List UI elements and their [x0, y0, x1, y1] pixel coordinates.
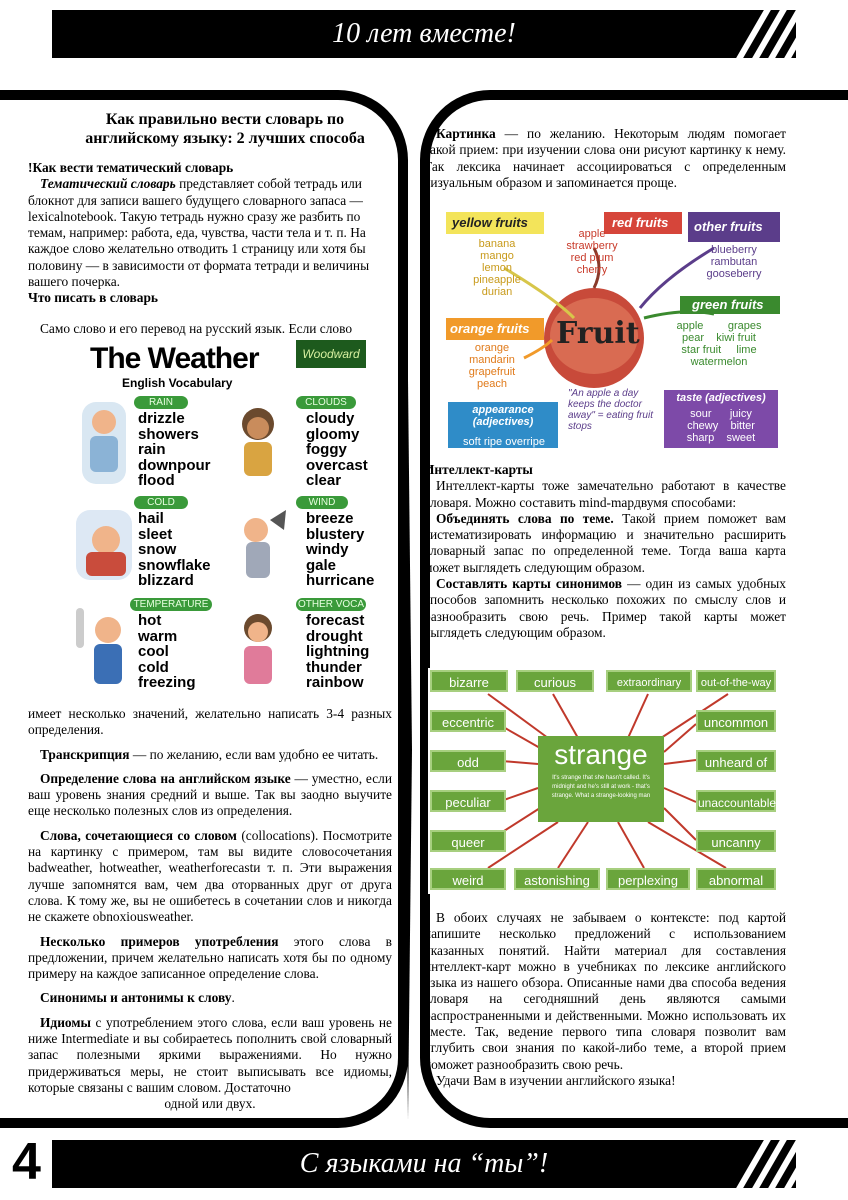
- synonym-unheard-of: unheard of: [696, 750, 776, 772]
- fruit-mind-map: [444, 208, 784, 452]
- thematic-text: представляет собой тетрадь или блокнот для записи вашего будущего словарного запаса — lexicalnotebook. Такую тетрадь нужно сразу же разбить по темам, например: работа, еда, чувства, части тела и т. п. На каждое слово желательно отводить 1 страницу или хотя бы половину — в зависимости от формата тетради и величины вашего почерка.: [28, 176, 370, 290]
- left-intro-block: [28, 160, 392, 337]
- weather-words-cold: hail sleet snow snowflake blizzard: [138, 510, 211, 589]
- footer-title: С языками на “ты”!: [299, 1148, 549, 1179]
- synonym-unaccountable: unaccountable: [696, 790, 776, 812]
- synonym-peculiar: peculiar: [430, 790, 506, 812]
- synonym-curious: curious: [516, 670, 594, 692]
- weather-words-other: forecast drought lightning thunder rainbow: [306, 612, 370, 691]
- synonym-mind-map: [428, 668, 776, 894]
- heading-thematic: !Как вести тематический словарь: [28, 160, 234, 175]
- woodward-logo: [296, 340, 366, 368]
- other-weather-cartoon-icon: [226, 602, 290, 692]
- weather-label-wind: WIND: [296, 496, 348, 509]
- synonym-center-examples: It's strange that she hasn't called. It's midnight and he's still at work - that's strange. What a strange-looking man: [551, 775, 651, 799]
- conclusion-text: В обоих случаях не забываем о контексте: под картой напишите несколько предложений с использованием указанных понятий. Найти материал для составления интеллект-карт можно в учебниках по лексике английского языка из нашего обзора. Описанные нами два способа ведения словаря на сегодняшний день являются самыми распространенными и действенными. Можно использовать их вместе. Так, ведение первого типа словаря позволит вам углубить свои знания по какой-либо теме, а второй прием поможет разнообразить свою речь.: [424, 910, 786, 1072]
- heading-mind-maps: Интеллект-карты: [424, 462, 533, 477]
- column-divider: [403, 380, 413, 1120]
- rain-cartoon-icon: [72, 398, 136, 488]
- picture-text: — по желанию. Некоторым людям помогает такой прием: при изучении слова они рисуют картинку к нему. Так лексика начинает ассоциироваться с определенным визуальным образом и запоминается проще.: [424, 126, 786, 190]
- fruit-items-yellow: banana mango lemon pineapple durian: [473, 238, 521, 298]
- synonym-maps-text: — один из самых удобных способов запомнить несколько похожих по смыслу слов и разнообразить свою речь. Пример такой карты может выглядеть следующим образом.: [424, 576, 786, 640]
- topic-text: Такой прием поможет вам систематизировать информацию и значительно расширить словарный запас по определенной теме. Тогда ваша карта может выглядеть следующим образом.: [424, 510, 786, 575]
- wind-cartoon-icon: [226, 500, 290, 590]
- synonym-uncanny: uncanny: [696, 830, 776, 852]
- article-title-line1: Как правильно вести словарь по: [105, 111, 345, 128]
- synonym-weird: weird: [430, 868, 506, 890]
- fruit-group-yellow: yellow fruits: [452, 215, 528, 230]
- collocations-text: (collocations). Посмотрите на картинку с примером, там вы видите словосочетания badweather, hotweather, weatherforecastи т. п. Эти выражения лучше запомнятся вам, чем два оторванных друг от друга слова. К тому же, вы не ошибетесь в сочетании слов и никогда не скажете obnoxiousweather.: [28, 827, 392, 925]
- conclusion-block: [424, 910, 786, 1089]
- heading-what-to-write: Что писать в словарь: [28, 290, 159, 306]
- examples-text: этого слова в предложении, причем желательно написать хотя бы по одному примеру на каждое записанное определение слова.: [28, 933, 392, 982]
- weather-label-rain: RAIN: [134, 396, 188, 409]
- good-luck-text: Удачи Вам в изучении английского языка!: [436, 1072, 676, 1088]
- cold-cartoon-icon: [72, 500, 136, 590]
- fruit-center: Fruit: [556, 316, 640, 351]
- left-list-block: [28, 706, 392, 1113]
- header-bar: [52, 10, 796, 58]
- transcription-text: — по желанию, если вам удобно ее читать.: [129, 746, 379, 762]
- picture-lead: Картинка: [436, 126, 496, 141]
- synonym-odd: odd: [430, 750, 506, 772]
- clouds-cartoon-icon: [226, 398, 290, 488]
- synonym-bizarre: bizarre: [430, 670, 508, 692]
- idioms-end: одной или двух.: [164, 1096, 256, 1112]
- fruit-items-appearance: soft ripe overripe: [463, 436, 545, 448]
- mind-maps-intro: Интеллект-карты тоже замечательно работают в качестве словаря. Можно составить mind-mapдвумя способами:: [424, 478, 786, 510]
- idioms-text: с употреблением этого слова, если ваш уровень не ниже Intermediate и вы собираетесь пополнить свой словарный запас полезными яркими выражениями. Но нужно придерживаться меры, не стоит выписывать все идиомы, которые связаны с вашим словом. Достаточно: [28, 1014, 392, 1095]
- definition-lead: Определение слова на английском языке: [40, 770, 291, 786]
- woodward-logo-text: Woodward: [302, 347, 360, 361]
- synonym-eccentric: eccentric: [430, 710, 506, 732]
- synonym-astonishing: astonishing: [514, 868, 600, 890]
- fruit-group-orange: orange fruits: [450, 321, 530, 336]
- picture-paragraph: [424, 126, 786, 191]
- synonym-out-of-the-way: out-of-the-way: [696, 670, 776, 692]
- definition-text: — уместно, если ваш уровень знания средний и выше. Так вы заодно выучите еще несколько полезных слов из определения.: [28, 770, 392, 819]
- synonyms-text: .: [231, 990, 235, 1006]
- synonym-abnormal: abnormal: [696, 868, 776, 890]
- article-title: [60, 110, 390, 148]
- idioms-lead: Идиомы: [40, 1014, 91, 1030]
- page-number: 4: [12, 1133, 41, 1191]
- synonym-perplexing: perplexing: [606, 868, 690, 890]
- footer-bar: [52, 1140, 796, 1188]
- transcription-lead: Транскрипция: [40, 746, 130, 762]
- mind-map-section: [424, 462, 786, 641]
- temperature-cartoon-icon: [72, 602, 136, 692]
- collocations-lead: Слова, сочетающиеся со словом: [40, 827, 237, 843]
- synonyms-lead: Синонимы и антонимы к слову: [40, 990, 232, 1006]
- weather-label-clouds: CLOUDS: [296, 396, 356, 409]
- fruit-items-orange: orange mandarin grapefruit peach: [468, 342, 516, 390]
- fruit-items-other: blueberry rambutan gooseberry: [706, 244, 762, 280]
- fruit-items-red: apple strawberry red plum cherry: [566, 228, 618, 276]
- definitions-text: имеет несколько значений, желательно написать 3-4 разных определения.: [28, 706, 392, 738]
- synonym-extraordinary: extraordinary: [606, 670, 692, 692]
- fruit-group-green: green fruits: [692, 297, 764, 312]
- synonym-center-word: strange: [554, 739, 648, 770]
- fruit-group-other: other fruits: [694, 219, 763, 234]
- fruit-group-taste: taste (adjectives): [676, 392, 766, 404]
- weather-words-rain: drizzle showers rain downpour flood: [138, 410, 211, 489]
- header-title: 10 лет вместе!: [332, 18, 516, 49]
- weather-vocabulary-image: [62, 340, 375, 695]
- topic-lead: Объединять слова по теме.: [436, 510, 614, 526]
- word-translation-text: Само слово и его перевод на русский язык. Если слово: [40, 320, 353, 336]
- fruit-quote: "An apple a day keeps the doctor away" = eating fruit stops: [568, 388, 653, 432]
- synonym-queer: queer: [430, 830, 506, 852]
- footer-stripes-decoration: [740, 1140, 804, 1188]
- synonym-uncommon: uncommon: [696, 710, 776, 732]
- weather-title: The Weather: [90, 342, 259, 375]
- fruit-items-taste: sour juicy chewy bitter sharp sweet: [686, 408, 756, 444]
- weather-words-temperature: hot warm cool cold freezing: [138, 612, 196, 691]
- thematic-lead: Тематический словарь: [40, 176, 176, 192]
- synonym-maps-lead: Составлять карты синонимов: [436, 576, 622, 592]
- weather-label-temperature: TEMPERATURE: [130, 598, 212, 611]
- fruit-group-red: red fruits: [612, 215, 669, 230]
- fruit-group-appearance: appearance (adjectives): [472, 404, 534, 428]
- fruit-items-green: apple grapes pear kiwi fruit star fruit lime watermelon: [676, 320, 762, 368]
- header-stripes-decoration: [740, 10, 804, 58]
- synonym-center-box: [538, 736, 664, 822]
- weather-subtitle: English Vocabulary: [122, 376, 233, 390]
- weather-words-wind: breeze blustery windy gale hurricane: [306, 510, 375, 589]
- weather-words-clouds: cloudy gloomy foggy overcast clear: [306, 410, 368, 489]
- weather-label-other: OTHER VOCA: [297, 599, 365, 610]
- weather-label-cold: COLD: [134, 496, 188, 509]
- article-title-line2: английскому языку: 2 лучших способа: [85, 130, 365, 147]
- examples-lead: Несколько примеров употребления: [40, 933, 279, 949]
